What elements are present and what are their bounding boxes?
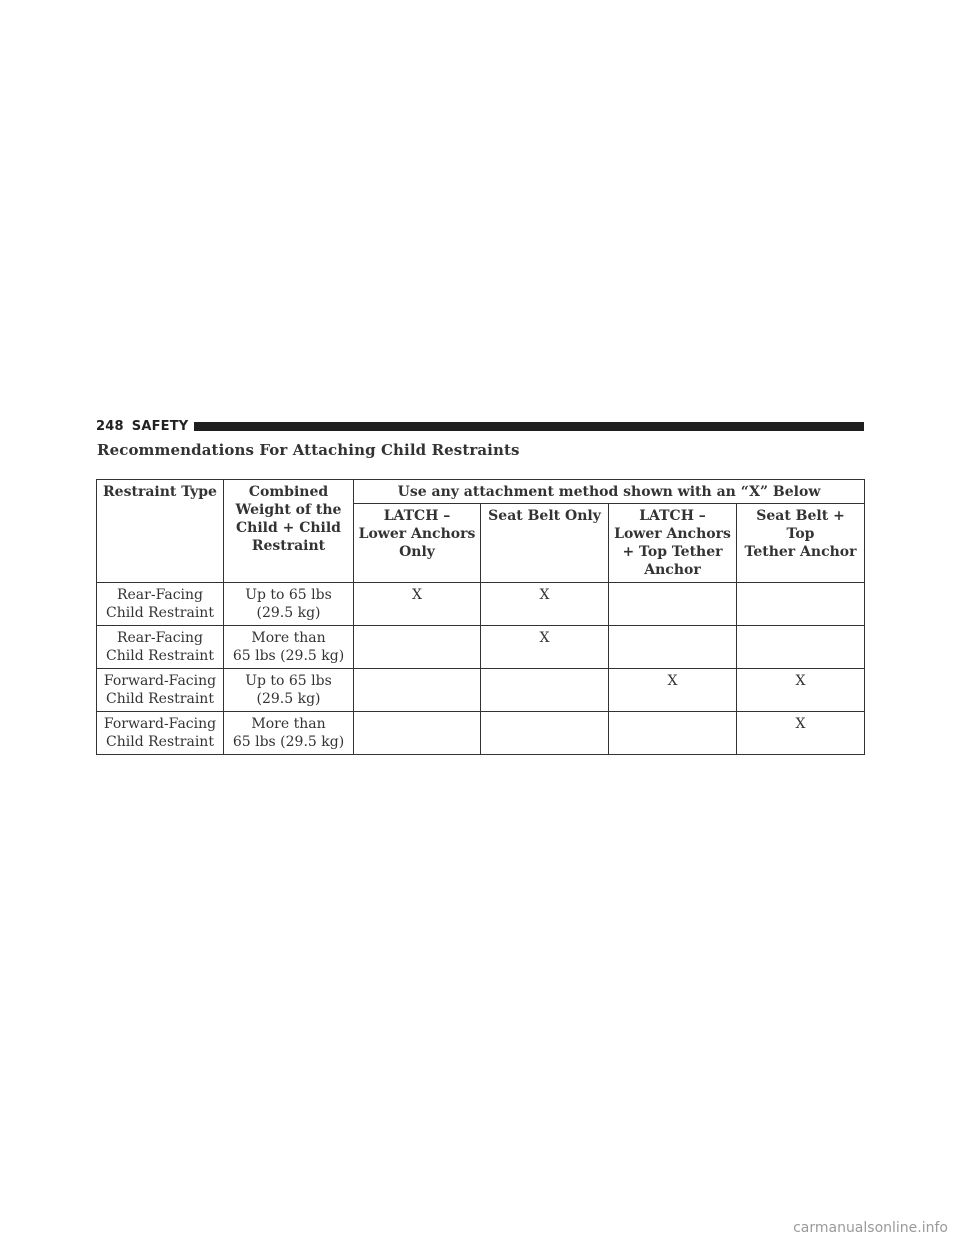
- cell-mark: [354, 626, 481, 669]
- cell-restraint-type: Forward-Facing Child Restraint: [97, 712, 224, 755]
- cell-restraint-type: Rear-Facing Child Restraint: [97, 583, 224, 626]
- header-combined-weight: Combined Weight of the Child + Child Restraint: [224, 480, 354, 583]
- cell-weight: More than 65 lbs (29.5 kg): [224, 712, 354, 755]
- cell-weight: More than 65 lbs (29.5 kg): [224, 626, 354, 669]
- cell-restraint-type: Forward-Facing Child Restraint: [97, 669, 224, 712]
- cell-mark: X: [737, 712, 865, 755]
- cell-mark: [737, 626, 865, 669]
- cell-mark: [609, 712, 737, 755]
- table-row: [97, 669, 865, 712]
- cell-weight: Up to 65 lbs (29.5 kg): [224, 669, 354, 712]
- header-latch-lower-anchors: LATCH – Lower Anchors Only: [354, 504, 481, 583]
- table-row: [97, 626, 865, 669]
- page-number: 248: [96, 418, 124, 434]
- cell-mark: [481, 712, 609, 755]
- header-latch-top-tether: LATCH – Lower Anchors + Top Tether Anchor: [609, 504, 737, 583]
- cell-mark: X: [609, 669, 737, 712]
- cell-mark: [609, 583, 737, 626]
- cell-mark: [354, 712, 481, 755]
- header-attachment-methods: Use any attachment method shown with an “X” Below: [354, 480, 865, 504]
- cell-mark: [354, 669, 481, 712]
- cell-mark: X: [737, 669, 865, 712]
- page-header: [96, 416, 864, 436]
- header-restraint-type: Restraint Type: [97, 480, 224, 583]
- restraint-table: [96, 479, 865, 755]
- cell-weight: Up to 65 lbs (29.5 kg): [224, 583, 354, 626]
- cell-restraint-type: Rear-Facing Child Restraint: [97, 626, 224, 669]
- cell-mark: [609, 626, 737, 669]
- cell-mark: X: [481, 626, 609, 669]
- table-row: [97, 583, 865, 626]
- page-title: Recommendations For Attaching Child Restraints: [97, 441, 520, 459]
- header-seat-belt-only: Seat Belt Only: [481, 504, 609, 583]
- cell-mark: [737, 583, 865, 626]
- cell-mark: X: [354, 583, 481, 626]
- cell-mark: [481, 669, 609, 712]
- section-title: SAFETY: [131, 418, 189, 434]
- table-row: [97, 712, 865, 755]
- header-rule: [194, 422, 864, 431]
- header-seat-belt-top-tether: Seat Belt + Top Tether Anchor: [737, 504, 865, 583]
- cell-mark: X: [481, 583, 609, 626]
- watermark-footer: carmanualsonline.info: [793, 1220, 948, 1236]
